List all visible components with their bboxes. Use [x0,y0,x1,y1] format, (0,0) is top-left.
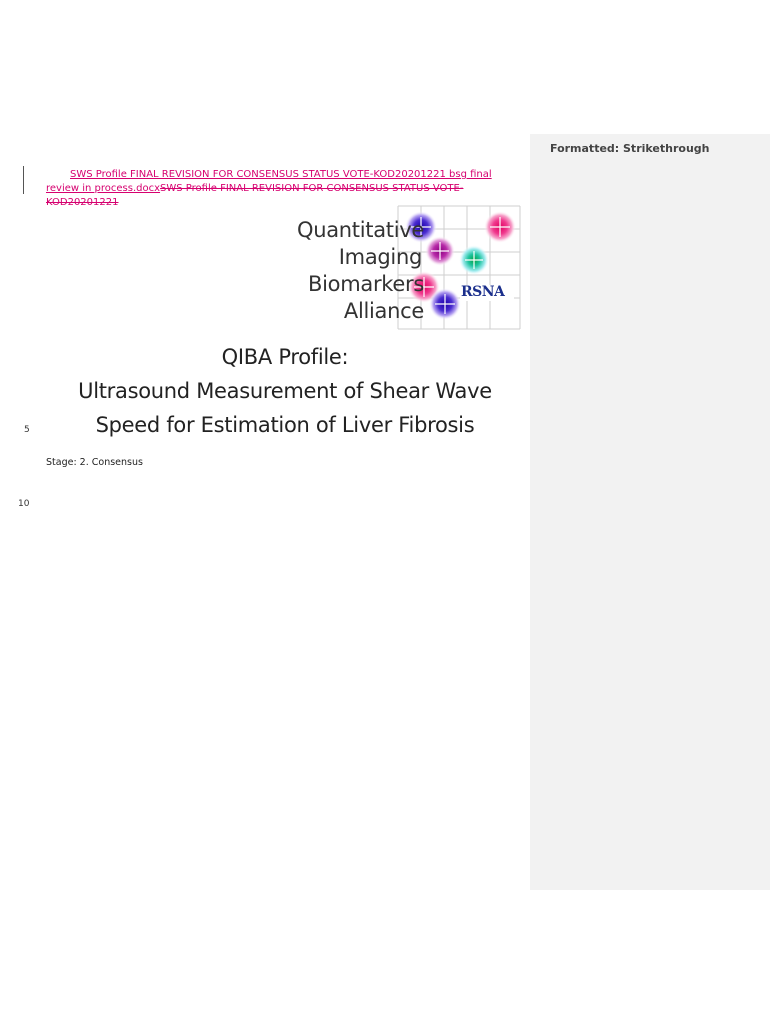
line-number-10: 10 [18,499,30,509]
rsna-logo: RSNA [461,284,505,300]
qiba-logo [264,203,524,331]
title-line-3: Speed for Estimation of Liver Fibrosis [95,413,475,437]
title-line-2: Ultrasound Measurement of Shear Wave [78,379,492,403]
change-bar [23,166,24,194]
deleted-text: SWS Profile FINAL REVISION FOR CONSENSUS STATUS VOTE-KOD20201221 [46,183,464,208]
logo-wordmark [264,217,424,325]
title-line-1: QIBA Profile: [221,345,349,369]
comments-pane[interactable] [530,134,770,890]
comment-formatting-note: Formatted: Strikethrough [550,142,710,155]
line-number-5: 5 [24,425,30,435]
logo-line-imaging: Imaging [338,245,422,269]
profile-title [60,340,510,442]
logo-line-quantitative: Quantitative [296,218,424,242]
stage-text: Stage: 2. Consensus [46,457,143,468]
inserted-text: SWS Profile FINAL REVISION FOR CONSENSUS STATUS VOTE-KOD20201221 bsg final review in process.docx [46,169,492,194]
logo-line-alliance: Alliance [343,299,424,323]
logo-line-biomarkers: Biomarkers [308,272,424,296]
